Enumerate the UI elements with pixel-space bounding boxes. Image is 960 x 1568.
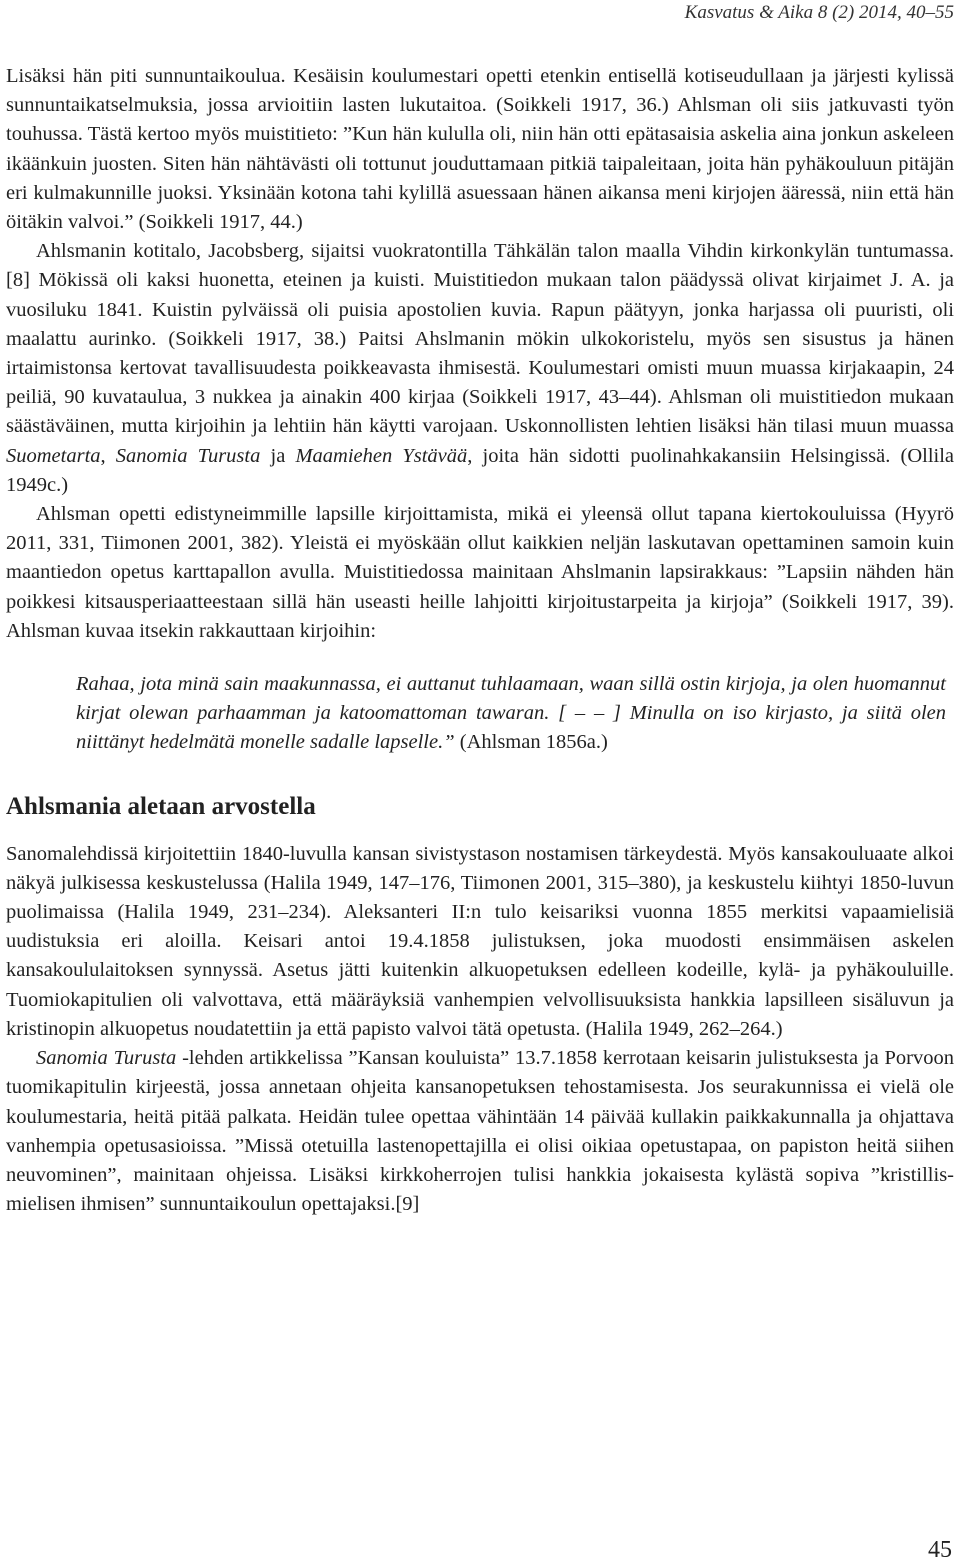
- paragraph-1: Lisäksi hän piti sunnuntaikoulua. Kesäisin koulumestari opetti etenkin entisellä kotiseudullaan ja järjesti kylissä sunnuntaikatselmuksia, jossa arvioitiin lasten lukutaitoa. (Soikkeli 1917, 36.) Ahlsman oli siis jatkuvasti työn touhussa. Tästä kertoo myös muistitieto: ”Kun hän kululla oli, niin hän otti epätasaisia askelia aina jonkun askeleen ikäänkuin juosten. Siten hän nähtävästi oli tottunut jouduttamaan pitkiä taipaleitaan, joita hän pyhäkouluun pitäjän eri kulmakunnille juoksi. Yksinään kotona tahi kylillä asuessaan hänen aikansa meni kirjojen ääressä, niin että hän öitäkin valvoi.” (Soikkeli 1917, 44.): [6, 65, 954, 234]
- newspaper-title-sanomia-turusta: Sanomia Turusta: [115, 444, 261, 467]
- paragraph-2-text-b: , joita hän sidotti puolinahkakansiin Helsingissä. (Ollila 1949c.): [6, 444, 955, 496]
- section-heading: Ahlsmania aletaan arvostella: [6, 792, 316, 820]
- newspaper-title-maamiehen-ystava: Maamiehen Ystävää: [295, 444, 468, 467]
- newspaper-title-sanomia-turusta-2: Sanomia Turusta: [36, 1047, 177, 1070]
- paragraph-2-sep-2: ja: [260, 444, 296, 467]
- paragraph-2-text-a: Ahlsmanin kotitalo, Jacobsberg, sijaitsi vuokratontilla Tähkälän talon maalla Vihdin kirkonkylän tuntumassa.[8] Mökissä oli kaksi huonetta, eteinen ja kuisti. Muistitiedon mukaan talon päädyssä olivat kirjaimet J. A. ja vuosiluku 1841. Kuistin pylväissä oli puisia apostolien kuvia. Rapun päätyyn, jonka harjassa oli puuristi, oli maalattu aurinko. (Soikkeli 1917, 38.) Paitsi Ahslmanin mökin ulkokoristelu, myös sen sisustus ja hänen irtaimistonsa kertovat tavallisuudesta poikkeavasta ihmisestä. Koulumestari omisti muun muassa kirjakaapin, 24 peiliä, 90 kuvataulua, 3 nukkea ja ainakin 400 kirjaa (Soikkeli 1917, 43–44). Ahlsman oli muistitiedon mukaan säästäväinen, mutta kirjoihin ja lehtiin hän käytti varojaan. Uskonnollisten lehtien lisäksi hän tilasi muun muassa: [6, 240, 954, 438]
- paragraph-3: Ahlsman opetti edistyneimmille lapsille kirjoittamista, mikä ei yleensä ollut tapana kiertokouluissa (Hyyrö 2011, 331, Tiimonen 2001, 382). Yleistä ei myöskään ollut kaikkien neljän laskutavan opettaminen samoin kuin maantiedon opetus karttapallon avulla. Muistitiedossa mainitaan Ahslmanin lapsirakkaus: ”Lapsiin nähden hän poikkesi kitsausperiaatteestaan sillä hän useasti heille lahjoitti kirjoitustarpeita ja kirjoja” (Soikkeli 1917, 39). Ahlsman kuvaa itsekin rakkauttaan kirjoihin:: [6, 503, 954, 642]
- page-number: 45: [928, 1537, 952, 1563]
- quote-citation: (Ahlsman 1856a.): [459, 731, 608, 754]
- paragraph-2: [6, 237, 954, 500]
- paragraph-5-text: -lehden artikkelissa ”Kansan kouluista” 13.7.1858 kerrotaan keisarin julistuksesta ja Porvoon tuomikapitulin kirjeestä, jossa annetaan ohjeita kansanopetuksen tehostamisesta. Jos seurakunnissa ei vielä ole koulumestaria, heitä pitää palkata. Heidän tulee opettaa vähintään 14 päivää kullakin paikkakunnalla ja ohjattava vanhempia opetusasioissa. ”Missä otetuilla lastenopettajilla ei olisi oikiaa opetustapaa, on papiston heitä siihen neuvominen”, mainitaan ohjeissa. Lisäksi kirkkoherrojen tulisi hankkia jokaisesta kylästä sopiva ”kristillis-mielisen ihmisen” sunnuntaikoulun opettajaksi.[9]: [6, 1047, 955, 1216]
- paragraph-5: [6, 1044, 954, 1219]
- quote-body: Rahaa, jota minä sain maakunnassa, ei auttanut tuhlaamaan, waan sillä ostin kirjoja, ja olen huomannut kirjat olewan parhaamman ja katoomattoman tawaran. [ – – ] Minulla on iso kirjasto, ja siitä olen niittänyt hedelmätä monelle sadalle lapselle.”: [76, 673, 946, 754]
- running-head: Kasvatus & Aika 8 (2) 2014, 40–55: [684, 2, 954, 23]
- newspaper-title-suometar: Suometarta: [6, 444, 101, 467]
- block-quote: [76, 670, 946, 758]
- paragraph-2-sep-1: ,: [100, 444, 116, 467]
- quote-text: [76, 670, 946, 758]
- paragraph-4: Sanomalehdissä kirjoitettiin 1840-luvulla kansan sivistystason nostamisen tärkeydestä. Myös kansakouluaate alkoi näkyä julkisessa keskustelussa (Halila 1949, 147–176, Tiimonen 2001, 315–380), ja keskustelu kiihtyi 1850-luvun puolimaissa (Halila 1949, 231–234). Aleksanteri II:n tulo keisariksi vuonna 1855 merkitsi vapaamielisiä uudistuksia eri aloilla. Keisari antoi 19.4.1858 julistuksen, joka muodosti ensimmäisen askelen kansakoululaitoksen synnyssä. Asetus jätti kuitenkin alkuopetuksen edelleen kodeille, kylä- ja pyhäkouluille. Tuomiokapitulien oli valvottava, että määräyksiä vanhempien velvollisuuksista hankkia lapsilleen sisäluvun ja kristinopin alkuopetus noudatettiin ja että papisto valvoi tätä opetusta. (Halila 1949, 262–264.): [6, 842, 954, 1040]
- article-body: [6, 62, 954, 1219]
